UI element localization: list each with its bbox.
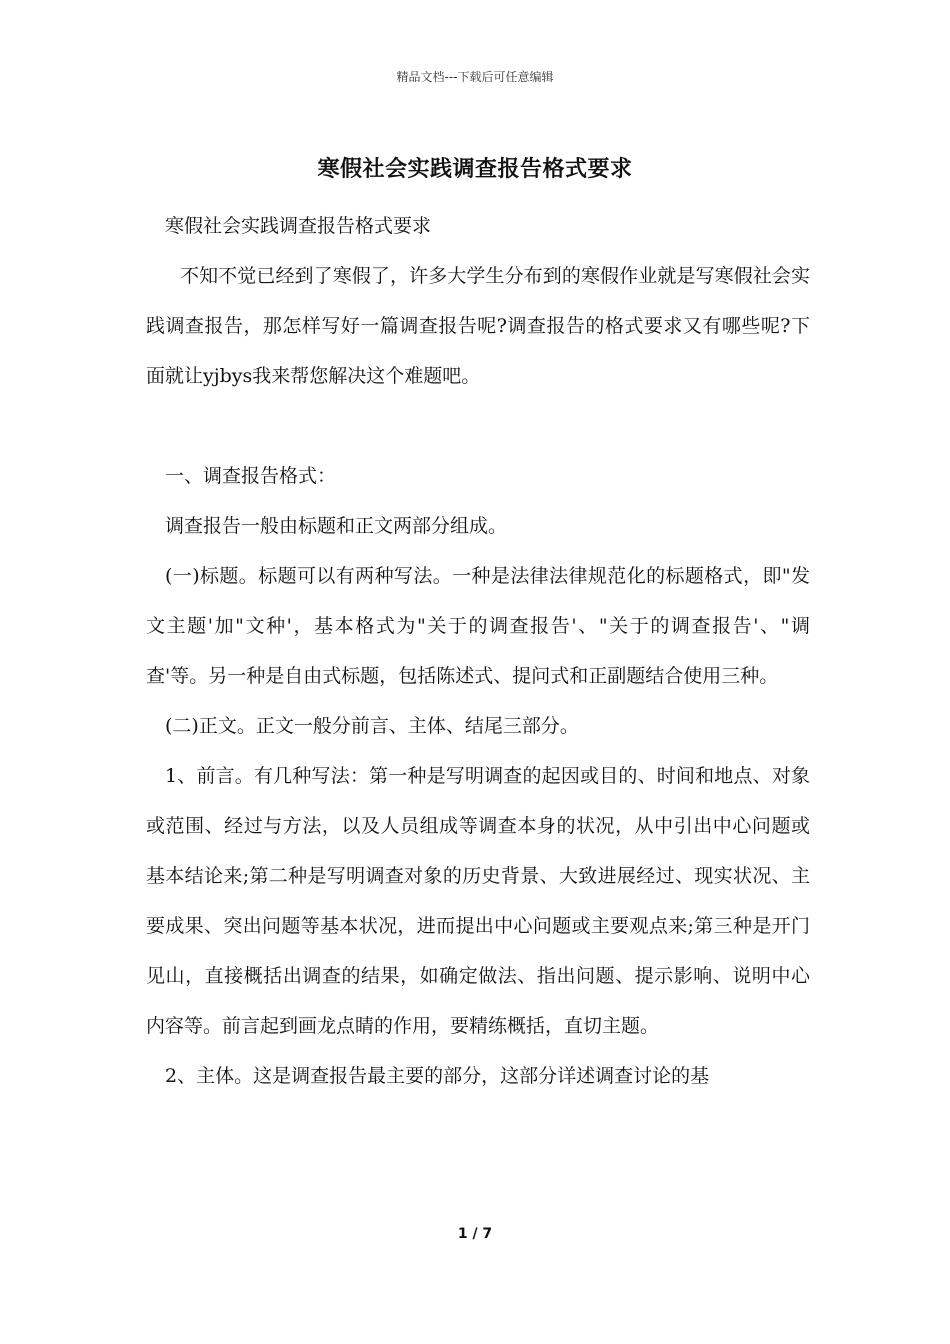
header-note: 精品文档---下载后可任意编辑 [396, 70, 554, 84]
body-part-paragraph: (二)正文。正文一般分前言、主体、结尾三部分。 [165, 715, 579, 737]
main-body-paragraph: 2、主体。这是调查报告最主要的部分，这部分详述调查讨论的基 [165, 1065, 710, 1087]
document-body [146, 201, 810, 1101]
composition-paragraph: 调查报告一般由标题和正文两部分组成。 [165, 515, 508, 537]
subtitle-paragraph: 寒假社会实践调查报告格式要求 [165, 215, 432, 237]
document-title: 寒假社会实践调查报告格式要求 [317, 156, 633, 182]
blank-line [146, 401, 810, 451]
page-number: 1 / 7 [457, 1226, 493, 1242]
title-part-paragraph: (一)标题。标题可以有两种写法。一种是法律法律规范化的标题格式，即"发文主题'加"文种'，基本格式为"关于的调查报告'、"关于的调查报告'、"调查'等。另一种是自由式标题，包括陈述式、提问式和正副题结合使用三种。 [146, 565, 810, 687]
section-heading: 一、调查报告格式： [165, 465, 337, 487]
preface-paragraph: 1、前言。有几种写法：第一种是写明调查的起因或目的、时间和地点、对象或范围、经过与方法，以及人员组成等调查本身的状况，从中引出中心问题或基本结论来;第二种是写明调查对象的历史背景、大致进展经过、现实状况、主要成果、突出问题等基本状况，进而提出中心问题或主要观点来;第三种是开门见山，直接概括出调查的结果，如确定做法、指出问题、提示影响、说明中心内容等。前言起到画龙点睛的作用，要精练概括，直切主题。 [146, 765, 810, 1037]
intro-paragraph: 不知不觉已经到了寒假了，许多大学生分布到的寒假作业就是写寒假社会实践调查报告，那怎样写好一篇调查报告呢?调查报告的格式要求又有哪些呢?下面就让yjbys我来帮您解决这个难题吧。 [146, 265, 810, 387]
